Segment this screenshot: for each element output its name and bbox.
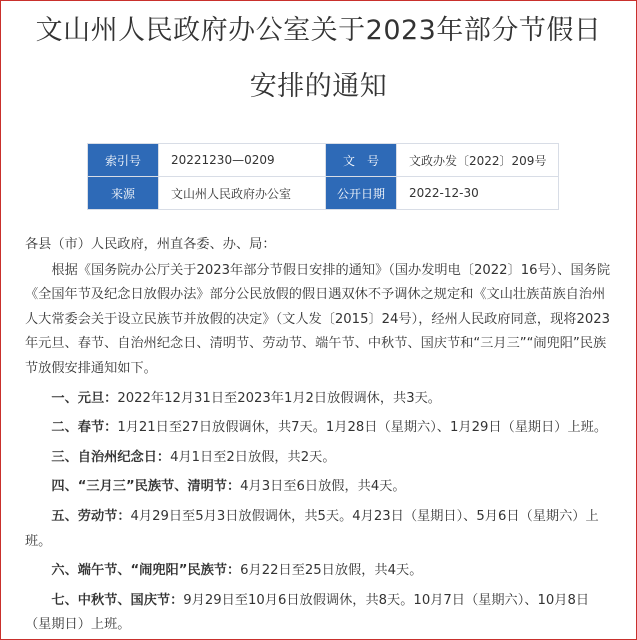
holiday-heading: 二、春节： bbox=[51, 420, 118, 436]
holiday-detail: 2022年12月31日至2023年1月2日放假调休，共3天。 bbox=[117, 390, 441, 406]
holiday-item-spring-festival bbox=[25, 416, 615, 441]
document-number-label: 文 号 bbox=[326, 144, 397, 177]
document-meta-table bbox=[87, 143, 559, 210]
publish-date-value: 2022-12-30 bbox=[397, 177, 559, 210]
holiday-item-mid-autumn-national bbox=[25, 589, 615, 638]
holiday-detail: 4月3日至6日放假，共4天。 bbox=[240, 479, 406, 495]
salutation: 各县（市）人民政府，州直各委、办、局： bbox=[25, 237, 276, 252]
holiday-heading: 六、端午节、“闹兜阳”民族节： bbox=[51, 563, 241, 579]
title-line-1: 文山州人民政府办公室关于2023年部分节假日 bbox=[35, 15, 602, 46]
holiday-detail: 9月29日至10月6日放假调休，共8天。10月7日（星期六）、10月8日（星期日）上班。 bbox=[25, 592, 590, 633]
title-line-2: 安排的通知 bbox=[249, 71, 388, 102]
source-value: 文山州人民政府办公室 bbox=[159, 177, 326, 210]
holiday-detail: 1月21日至27日放假调休，共7天。1月28日（星期六）、1月29日（星期日）上班。 bbox=[117, 420, 608, 436]
holiday-heading: 四、“三月三”民族节、清明节： bbox=[51, 479, 241, 495]
source-label: 来源 bbox=[88, 177, 159, 210]
holiday-item-labor-day bbox=[25, 505, 615, 554]
publish-date-label: 公开日期 bbox=[326, 177, 397, 210]
holiday-item-dragon-boat bbox=[25, 559, 615, 584]
index-number-label: 索引号 bbox=[88, 144, 159, 177]
index-number-value: 20221230—0209 bbox=[159, 144, 326, 177]
holiday-heading: 一、元旦： bbox=[51, 390, 118, 406]
meta-row bbox=[88, 144, 559, 177]
page-title bbox=[1, 3, 636, 115]
document-number-value: 文政办发〔2022〕209号 bbox=[397, 144, 559, 177]
holiday-detail: 4月1日至2日放假，共2天。 bbox=[170, 449, 336, 465]
notice-body bbox=[25, 233, 615, 638]
holiday-heading: 五、劳动节： bbox=[51, 508, 131, 524]
holiday-detail: 4月29日至5月3日放假调休，共5天。4月23日（星期日）、5月6日（星期六）上班。 bbox=[25, 508, 599, 549]
holiday-heading: 三、自治州纪念日： bbox=[51, 449, 171, 465]
holiday-heading: 七、中秋节、国庆节： bbox=[51, 592, 184, 608]
holiday-item-prefecture-day bbox=[25, 446, 615, 471]
holiday-item-qingming bbox=[25, 475, 615, 500]
intro-paragraph: 根据《国务院办公厅关于2023年部分节假日安排的通知》（国办发明电〔2022〕16号）、国务院《全国年节及纪念日放假办法》部分公民放假的假日遇双休不予调休之规定和《文山壮族苗族自治州人大常委会关于设立民族节并放假的决定》（文人发〔2015〕24号），经州人民政府同意，现将2023年元旦、春节、自治州纪念日、清明节、劳动节、端午节、中秋节、国庆节和“三月三”“闹兜阳”民族节放假安排通知如下。 bbox=[25, 262, 611, 376]
holiday-item-new-year bbox=[25, 387, 615, 412]
holiday-detail: 6月22日至25日放假，共4天。 bbox=[240, 563, 423, 579]
meta-row bbox=[88, 177, 559, 210]
